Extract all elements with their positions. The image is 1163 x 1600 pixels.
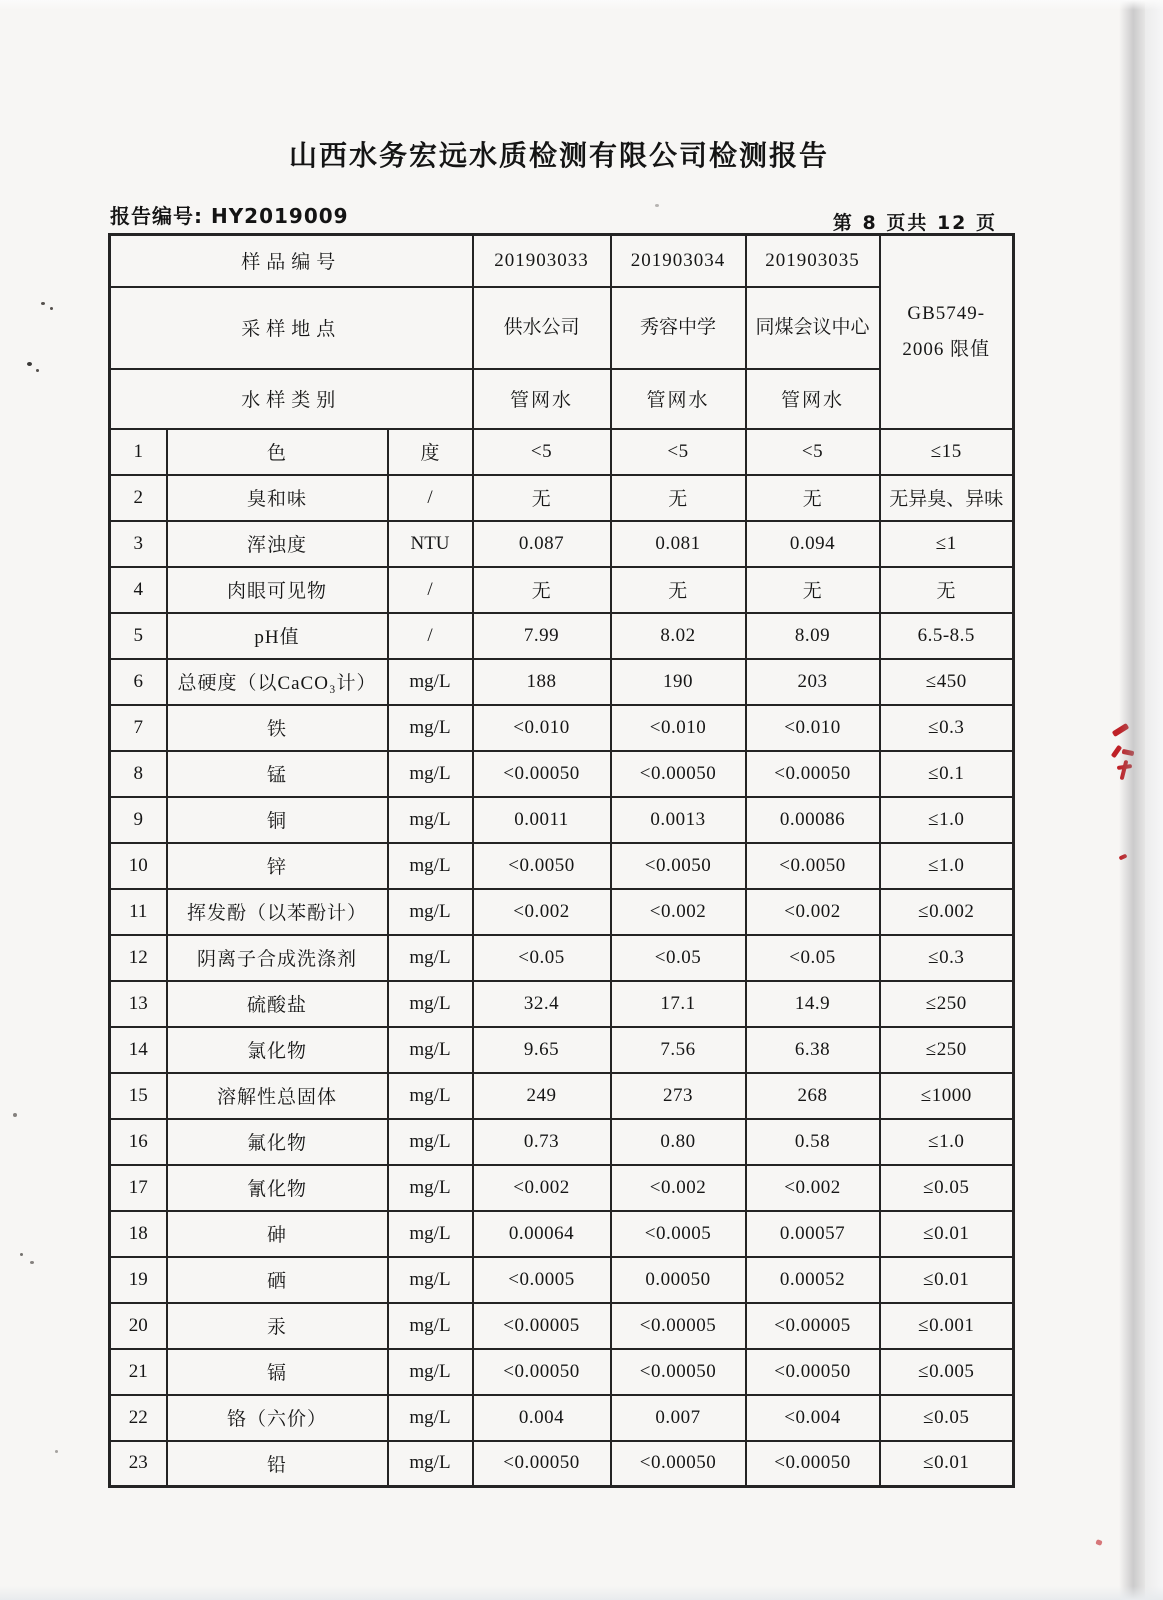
row-index: 19: [110, 1257, 167, 1303]
parameter-name: 铜: [167, 797, 388, 843]
value-sample-3: 0.00086: [746, 797, 880, 843]
unit: /: [388, 567, 473, 613]
scan-edge-bottom: [0, 1586, 1163, 1600]
parameter-name: 浑浊度: [167, 521, 388, 567]
row-index: 8: [110, 751, 167, 797]
row-index: 14: [110, 1027, 167, 1073]
table-row: [110, 1165, 1014, 1211]
unit: 度: [388, 429, 473, 475]
unit: mg/L: [388, 751, 473, 797]
sample-id-3: 201903035: [746, 235, 880, 287]
scan-speck: [55, 1450, 58, 1453]
value-sample-1: <5: [473, 429, 611, 475]
table-row: [110, 1441, 1014, 1487]
parameter-name: 硒: [167, 1257, 388, 1303]
row-index: 1: [110, 429, 167, 475]
value-sample-3: 0.00057: [746, 1211, 880, 1257]
table-row: [110, 889, 1014, 935]
value-sample-3: <0.05: [746, 935, 880, 981]
parameter-name: 锌: [167, 843, 388, 889]
value-sample-2: <0.05: [611, 935, 746, 981]
value-sample-1: <0.0050: [473, 843, 611, 889]
location-1: 供水公司: [473, 287, 611, 369]
limit-value: ≤0.001: [880, 1303, 1014, 1349]
value-sample-1: <0.002: [473, 1165, 611, 1211]
limit-value: ≤1.0: [880, 843, 1014, 889]
value-sample-2: <0.00050: [611, 751, 746, 797]
table-row: [110, 1303, 1014, 1349]
scan-speck: [20, 1253, 23, 1256]
limit-value: 6.5-8.5: [880, 613, 1014, 659]
sample-id-2: 201903034: [611, 235, 746, 287]
limit-value: ≤0.005: [880, 1349, 1014, 1395]
unit: mg/L: [388, 1303, 473, 1349]
parameter-name: 镉: [167, 1349, 388, 1395]
value-sample-1: <0.00050: [473, 1441, 611, 1487]
limit-value: ≤0.01: [880, 1257, 1014, 1303]
unit: mg/L: [388, 1349, 473, 1395]
limit-value: 无: [880, 567, 1014, 613]
table-row: [110, 705, 1014, 751]
value-sample-1: 7.99: [473, 613, 611, 659]
value-sample-2: 0.00050: [611, 1257, 746, 1303]
unit: mg/L: [388, 935, 473, 981]
unit: /: [388, 475, 473, 521]
water-type-3: 管网水: [746, 369, 880, 429]
limit-value: 无异臭、异味: [880, 475, 1014, 521]
value-sample-3: <0.00050: [746, 1441, 880, 1487]
red-pen-mark: [1119, 854, 1128, 861]
value-sample-3: 无: [746, 567, 880, 613]
location-2: 秀容中学: [611, 287, 746, 369]
row-index: 12: [110, 935, 167, 981]
value-sample-3: 14.9: [746, 981, 880, 1027]
parameter-name: 氯化物: [167, 1027, 388, 1073]
scan-speck: [27, 362, 32, 366]
row-index: 6: [110, 659, 167, 705]
unit: mg/L: [388, 1211, 473, 1257]
unit: mg/L: [388, 1257, 473, 1303]
value-sample-2: <0.010: [611, 705, 746, 751]
table-row: [110, 1257, 1014, 1303]
row-index: 20: [110, 1303, 167, 1349]
header-row-location: [110, 287, 1014, 369]
limit-value: ≤1.0: [880, 797, 1014, 843]
table-row: [110, 613, 1014, 659]
table-row: [110, 429, 1014, 475]
row-index: 13: [110, 981, 167, 1027]
parameter-name: 铁: [167, 705, 388, 751]
red-pen-mark: [1112, 723, 1130, 737]
limit-value: ≤1: [880, 521, 1014, 567]
unit: NTU: [388, 521, 473, 567]
limit-standard-header: [880, 235, 1014, 429]
limit-value: ≤0.002: [880, 889, 1014, 935]
value-sample-1: 32.4: [473, 981, 611, 1027]
unit: mg/L: [388, 1395, 473, 1441]
row-index: 18: [110, 1211, 167, 1257]
limit-value: ≤250: [880, 1027, 1014, 1073]
table-row: [110, 521, 1014, 567]
value-sample-3: 6.38: [746, 1027, 880, 1073]
row-index: 5: [110, 613, 167, 659]
value-sample-1: 0.0011: [473, 797, 611, 843]
red-pen-mark: [1117, 764, 1132, 770]
parameter-name: pH值: [167, 613, 388, 659]
table-row: [110, 1027, 1014, 1073]
value-sample-2: 17.1: [611, 981, 746, 1027]
header-row-sample-id: [110, 235, 1014, 287]
limit-value: ≤250: [880, 981, 1014, 1027]
value-sample-2: <0.00050: [611, 1441, 746, 1487]
limit-standard-line2: 2006 限值: [902, 338, 991, 360]
limit-value: ≤0.05: [880, 1165, 1014, 1211]
parameter-name: 锰: [167, 751, 388, 797]
sample-id-label: 样品编号: [110, 235, 473, 287]
parameter-name: 砷: [167, 1211, 388, 1257]
row-index: 17: [110, 1165, 167, 1211]
unit: mg/L: [388, 705, 473, 751]
value-sample-3: <0.00050: [746, 751, 880, 797]
value-sample-3: <0.00050: [746, 1349, 880, 1395]
red-pen-mark: [1122, 749, 1135, 756]
unit: mg/L: [388, 797, 473, 843]
scan-edge-light: [1145, 0, 1163, 1600]
parameter-name: 汞: [167, 1303, 388, 1349]
value-sample-3: 8.09: [746, 613, 880, 659]
value-sample-3: <0.002: [746, 1165, 880, 1211]
value-sample-3: 203: [746, 659, 880, 705]
parameter-name: 臭和味: [167, 475, 388, 521]
scan-speck: [655, 204, 659, 207]
scan-speck: [13, 1113, 17, 1117]
parameter-name: 硫酸盐: [167, 981, 388, 1027]
value-sample-1: 无: [473, 567, 611, 613]
table-row: [110, 567, 1014, 613]
limit-value: ≤15: [880, 429, 1014, 475]
table-row: [110, 981, 1014, 1027]
table-row: [110, 1119, 1014, 1165]
parameter-rows: [110, 429, 1014, 1487]
unit: mg/L: [388, 1027, 473, 1073]
value-sample-2: 190: [611, 659, 746, 705]
unit: mg/L: [388, 1119, 473, 1165]
water-type-1: 管网水: [473, 369, 611, 429]
header-row-water-type: [110, 369, 1014, 429]
value-sample-2: 7.56: [611, 1027, 746, 1073]
page-indicator: 第 8 页共 12 页: [832, 212, 997, 234]
unit: mg/L: [388, 1073, 473, 1119]
parameter-name: 挥发酚（以苯酚计）: [167, 889, 388, 935]
unit: mg/L: [388, 1165, 473, 1211]
value-sample-1: 188: [473, 659, 611, 705]
value-sample-1: <0.010: [473, 705, 611, 751]
unit: mg/L: [388, 843, 473, 889]
value-sample-1: <0.002: [473, 889, 611, 935]
table-row: [110, 659, 1014, 705]
value-sample-1: <0.00050: [473, 1349, 611, 1395]
value-sample-2: <0.00050: [611, 1349, 746, 1395]
row-index: 9: [110, 797, 167, 843]
value-sample-1: <0.00050: [473, 751, 611, 797]
limit-value: ≤1000: [880, 1073, 1014, 1119]
limit-value: ≤0.05: [880, 1395, 1014, 1441]
value-sample-3: <0.010: [746, 705, 880, 751]
table-row: [110, 797, 1014, 843]
limit-value: ≤0.1: [880, 751, 1014, 797]
water-type-label: 水样类别: [110, 369, 473, 429]
value-sample-3: 268: [746, 1073, 880, 1119]
table-row: [110, 1073, 1014, 1119]
table-row: [110, 843, 1014, 889]
value-sample-1: 0.00064: [473, 1211, 611, 1257]
row-index: 2: [110, 475, 167, 521]
parameter-name: 氟化物: [167, 1119, 388, 1165]
value-sample-1: 无: [473, 475, 611, 521]
limit-value: ≤0.3: [880, 705, 1014, 751]
parameter-name: 铅: [167, 1441, 388, 1487]
table-row: [110, 935, 1014, 981]
limit-standard-line1: GB5749-: [907, 302, 986, 324]
value-sample-3: 0.00052: [746, 1257, 880, 1303]
red-pen-mark: [1111, 745, 1123, 759]
table-row: [110, 1395, 1014, 1441]
parameter-name: 氰化物: [167, 1165, 388, 1211]
row-index: 15: [110, 1073, 167, 1119]
scan-edge-shadow: [1119, 0, 1145, 1600]
value-sample-3: <0.004: [746, 1395, 880, 1441]
value-sample-3: 无: [746, 475, 880, 521]
sample-id-1: 201903033: [473, 235, 611, 287]
value-sample-3: <0.0050: [746, 843, 880, 889]
value-sample-3: <0.002: [746, 889, 880, 935]
limit-value: ≤450: [880, 659, 1014, 705]
row-index: 21: [110, 1349, 167, 1395]
value-sample-2: 无: [611, 475, 746, 521]
table-row: [110, 1211, 1014, 1257]
report-number: 报告编号: HY2019009: [110, 204, 349, 228]
parameter-name: 肉眼可见物: [167, 567, 388, 613]
value-sample-2: 0.80: [611, 1119, 746, 1165]
value-sample-1: 0.004: [473, 1395, 611, 1441]
water-type-2: 管网水: [611, 369, 746, 429]
location-3: 同煤会议中心: [746, 287, 880, 369]
value-sample-2: <0.00005: [611, 1303, 746, 1349]
limit-value: ≤0.3: [880, 935, 1014, 981]
value-sample-1: <0.0005: [473, 1257, 611, 1303]
value-sample-2: 273: [611, 1073, 746, 1119]
value-sample-3: 0.58: [746, 1119, 880, 1165]
parameter-name: 色: [167, 429, 388, 475]
row-index: 4: [110, 567, 167, 613]
scan-edge-top: [0, 0, 1163, 10]
unit: mg/L: [388, 889, 473, 935]
value-sample-2: 0.081: [611, 521, 746, 567]
limit-value: ≤0.01: [880, 1441, 1014, 1487]
limit-value: ≤1.0: [880, 1119, 1014, 1165]
unit: /: [388, 613, 473, 659]
row-index: 3: [110, 521, 167, 567]
row-index: 22: [110, 1395, 167, 1441]
location-label: 采样地点: [110, 287, 473, 369]
parameter-name: 总硬度（以CaCO₃计）: [167, 659, 388, 705]
value-sample-1: 0.73: [473, 1119, 611, 1165]
unit: mg/L: [388, 1441, 473, 1487]
value-sample-2: 0.0013: [611, 797, 746, 843]
value-sample-1: <0.05: [473, 935, 611, 981]
value-sample-2: <0.0050: [611, 843, 746, 889]
value-sample-1: 9.65: [473, 1027, 611, 1073]
scan-speck: [30, 1261, 34, 1264]
scan-speck: [36, 369, 39, 372]
value-sample-2: 0.007: [611, 1395, 746, 1441]
value-sample-2: <0.002: [611, 889, 746, 935]
value-sample-2: 8.02: [611, 613, 746, 659]
row-index: 11: [110, 889, 167, 935]
value-sample-2: <5: [611, 429, 746, 475]
water-quality-table: [108, 233, 1015, 1488]
value-sample-3: <5: [746, 429, 880, 475]
row-index: 16: [110, 1119, 167, 1165]
table-row: [110, 751, 1014, 797]
unit: mg/L: [388, 659, 473, 705]
parameter-name: 溶解性总固体: [167, 1073, 388, 1119]
parameter-name: 铬（六价）: [167, 1395, 388, 1441]
red-pen-mark: [1120, 760, 1129, 780]
parameter-name: 阴离子合成洗涤剂: [167, 935, 388, 981]
value-sample-2: <0.0005: [611, 1211, 746, 1257]
value-sample-1: <0.00005: [473, 1303, 611, 1349]
scan-speck: [50, 307, 53, 310]
row-index: 23: [110, 1441, 167, 1487]
table-row: [110, 1349, 1014, 1395]
row-index: 7: [110, 705, 167, 751]
scan-speck: [41, 302, 45, 305]
table-row: [110, 475, 1014, 521]
value-sample-1: 249: [473, 1073, 611, 1119]
red-pen-mark: [1095, 1539, 1102, 1546]
value-sample-3: 0.094: [746, 521, 880, 567]
page-title: 山西水务宏远水质检测有限公司检测报告: [288, 139, 829, 172]
value-sample-3: <0.00005: [746, 1303, 880, 1349]
row-index: 10: [110, 843, 167, 889]
limit-value: ≤0.01: [880, 1211, 1014, 1257]
value-sample-2: <0.002: [611, 1165, 746, 1211]
unit: mg/L: [388, 981, 473, 1027]
value-sample-2: 无: [611, 567, 746, 613]
value-sample-1: 0.087: [473, 521, 611, 567]
